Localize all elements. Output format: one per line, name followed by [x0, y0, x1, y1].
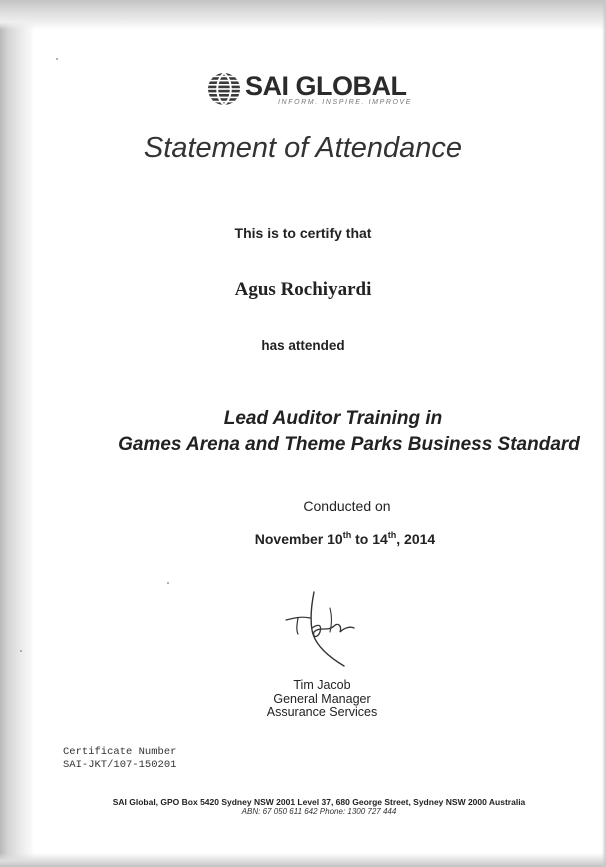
course-title-line-1: Lead Auditor Training in: [223, 408, 443, 429]
logo-wordmark: SAI GLOBAL: [245, 71, 407, 101]
conducted-text: Conducted on: [303, 498, 391, 514]
scan-speck: [20, 650, 22, 652]
signatory-department: Assurance Services: [266, 705, 378, 719]
dates-start-suffix: th: [342, 530, 352, 540]
handwritten-signature: [272, 588, 372, 670]
training-dates: [0, 530, 606, 547]
dates-end-suffix: th: [387, 530, 397, 540]
footer-abn-phone: ABN: 67 050 611 642 Phone: 1300 727 444: [241, 807, 397, 816]
scan-speck: [56, 58, 58, 60]
certify-text: This is to certify that: [234, 225, 372, 241]
signatory-block: [262, 679, 382, 720]
attended-text: has attended: [261, 338, 345, 353]
certificate-number-block: [63, 746, 176, 772]
dates-end: to 14: [351, 531, 388, 547]
globe-logo-icon: [207, 72, 241, 106]
scan-speck: [167, 582, 169, 584]
certificate-number-label: Certificate Number: [63, 746, 177, 758]
signatory-title: General Manager: [273, 691, 371, 706]
scan-edge-top: [0, 0, 606, 30]
footer-address: SAI Global, GPO Box 5420 Sydney NSW 2001 Level 37, 680 George Street, Sydney NSW 2000 Australia: [112, 797, 526, 807]
logo-tagline: INFORM. INSPIRE. IMPROVE: [278, 99, 413, 106]
document-title: Statement of Attendance: [143, 132, 463, 164]
certificate-number: SAI-JKT/107-150201: [63, 759, 177, 771]
course-title-line-2: Games Arena and Theme Parks Business Standard: [118, 434, 580, 455]
signatory-name: Tim Jacob: [293, 678, 351, 692]
scan-edge-bottom: [0, 853, 606, 867]
recipient-name: Agus Rochiyardi: [234, 279, 372, 300]
sai-global-logo: [207, 70, 437, 112]
dates-start: November 10: [254, 531, 343, 547]
dates-year: , 2014: [396, 531, 436, 547]
